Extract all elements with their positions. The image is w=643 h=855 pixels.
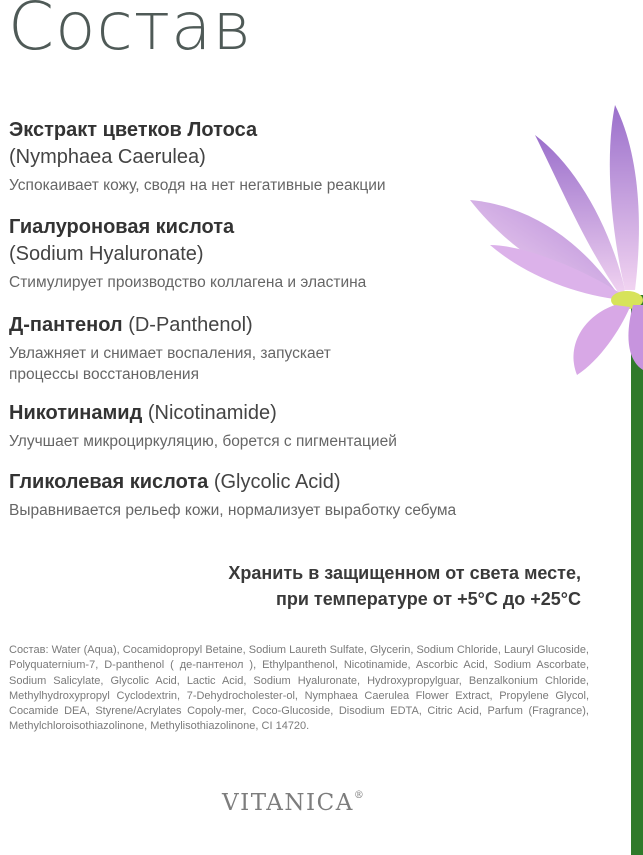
composition-text: Состав: Water (Aqua), Cocamidopropyl Betaine, Sodium Laureth Sulfate, Glycerin, Sodium Chloride, Lauryl Glucoside, Polyquaternium-7, D-panthenol ( де-пантенол ), Ethylpanthenol, Nicotinamide, Ascorbic Acid, Sodium Ascorbate, Sodium Salicylate, Glycolic Acid, Lactic Acid, Sodium Hyaluronate, Hydroxypropylguar, Benzalkonium Chloride, Methylhydroxypropyl Cyclodextrin, 7-Dehydrocholester-ol, Nymphaea Caerulea Flower Extract, Propylene Glycol, Cocamide DEA, Styrene/Acrylates Copoly-mer, Coco-Glucoside, Disodium EDTA, Citric Acid, Parfum (Fragrance), Methylchloroisothiazolinone, Methylisothiazolinone, CI 14720. bbox=[9, 644, 589, 733]
ingredient-latin: (Nymphaea Caerulea) bbox=[9, 146, 206, 168]
ingredient-latin: (D-Panthenol) bbox=[128, 314, 253, 336]
ingredient-latin: (Glycolic Acid) bbox=[213, 471, 341, 493]
ingredient-name: Экстракт цветков Лотоса bbox=[9, 119, 258, 141]
ingredient-name: Д-пантенол bbox=[9, 314, 123, 336]
ingredient-glycolic bbox=[9, 469, 479, 521]
stem bbox=[631, 295, 643, 855]
lotus-flower-image bbox=[465, 95, 643, 855]
ingredient-latin: (Nicotinamide) bbox=[147, 402, 277, 424]
ingredient-description: Стимулирует производство коллагена и эластина bbox=[9, 274, 367, 291]
description-line: Увлажняет и снимает воспаления, запускает bbox=[9, 345, 331, 362]
petal bbox=[573, 305, 630, 375]
ingredient-hyaluronic bbox=[9, 214, 479, 293]
storage-line: Хранить в защищенном от света месте, bbox=[228, 563, 581, 583]
storage-line: при температуре от +5°С до +25°С bbox=[275, 589, 581, 609]
ingredient-description: Выравнивается рельеф кожи, нормализует выработку себума bbox=[9, 502, 457, 519]
ingredient-name: Гликолевая кислота bbox=[9, 471, 209, 493]
ingredient-name: Гиалуроновая кислота bbox=[9, 216, 235, 238]
ingredient-panthenol bbox=[9, 312, 479, 385]
ingredient-nicotinamide bbox=[9, 400, 479, 452]
petal bbox=[628, 305, 643, 370]
page-title: Состав bbox=[8, 0, 253, 65]
ingredient-description bbox=[9, 343, 479, 385]
ingredient-description: Улучшает микроциркуляцию, борется с пигментацией bbox=[9, 433, 397, 450]
description-line: процессы восстановления bbox=[9, 366, 199, 383]
ingredient-description: Успокаивает кожу, сводя на нет негативные реакции bbox=[9, 177, 386, 194]
ingredient-latin: (Sodium Hyaluronate) bbox=[9, 243, 204, 265]
ingredient-lotus bbox=[9, 117, 479, 196]
ingredient-name: Никотинамид bbox=[9, 402, 143, 424]
registered-mark: ® bbox=[353, 790, 366, 801]
brand-name: VITANICA bbox=[222, 790, 354, 816]
brand-logo bbox=[222, 790, 365, 816]
